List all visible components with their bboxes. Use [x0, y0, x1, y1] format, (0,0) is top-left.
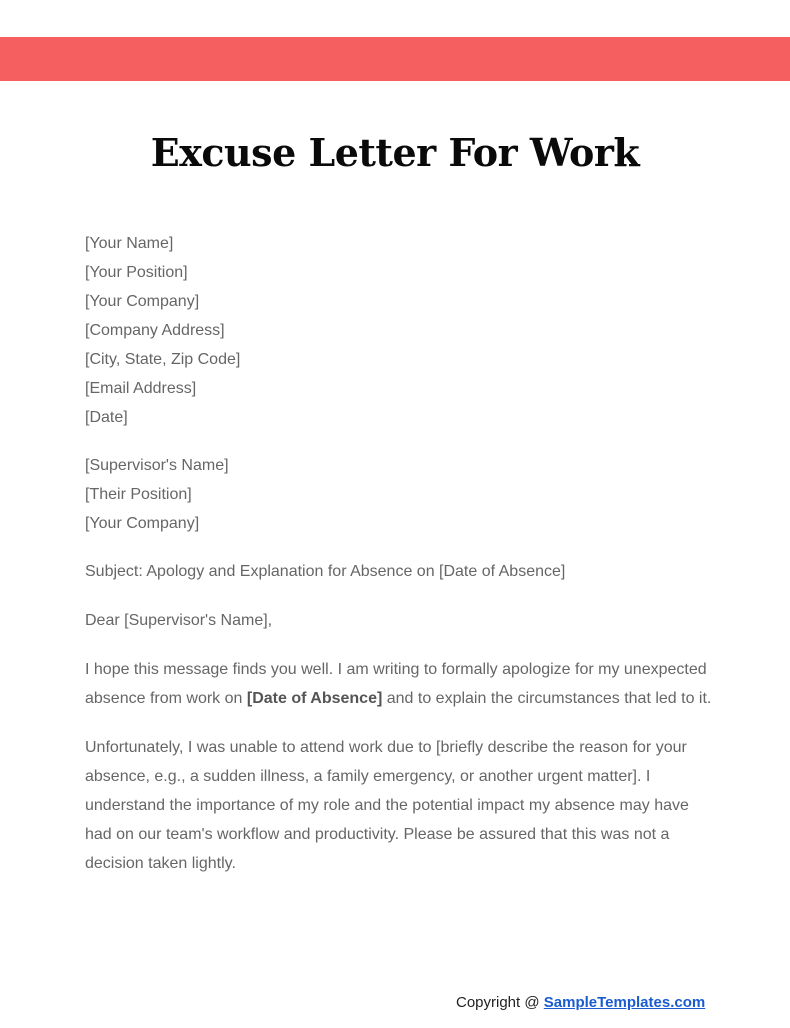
salutation: Dear [Supervisor's Name], [85, 612, 273, 629]
sampletemplates-link[interactable]: SampleTemplates.com [543, 994, 706, 1011]
recipient-address-block [85, 451, 713, 538]
copyright-text: Copyright @ [456, 994, 544, 1011]
letter-body [85, 229, 713, 898]
recipient-name: [Supervisor's Name] [85, 457, 229, 474]
paragraph-apology-text-end: and to explain the circumstances that led to it. [382, 690, 712, 707]
paragraph-apology-text-start: I hope this message finds you well. I am writing to formally apologize for my unexpected absence from work on [85, 661, 707, 707]
letter-date: [Date] [85, 409, 128, 426]
sender-company: [Your Company] [85, 293, 200, 310]
sender-city-state-zip: [City, State, Zip Code] [85, 351, 241, 368]
subject-line: Subject: Apology and Explanation for Absence on [Date of Absence] [85, 563, 566, 580]
accent-header-bar [0, 37, 790, 81]
copyright-footer [456, 992, 705, 1014]
document-title: Excuse Letter For Work [150, 130, 640, 175]
paragraph-explanation: Unfortunately, I was unable to attend work due to [briefly describe the reason for your absence, e.g., a sudden illness, a family emergency, or another urgent matter]. I understand the importance of my role and the potential impact my absence may have had on our team's workflow and productivity. Please be assured that this was not a decision taken lightly. [85, 739, 689, 872]
recipient-company: [Your Company] [85, 515, 200, 532]
date-of-absence-placeholder: [Date of Absence] [246, 690, 383, 707]
sender-position: [Your Position] [85, 264, 188, 281]
sender-address-block [85, 229, 713, 432]
sender-email: [Email Address] [85, 380, 197, 397]
paragraph-apology [85, 655, 713, 713]
sender-name: [Your Name] [85, 235, 174, 252]
sender-company-address: [Company Address] [85, 322, 225, 339]
recipient-position: [Their Position] [85, 486, 192, 503]
